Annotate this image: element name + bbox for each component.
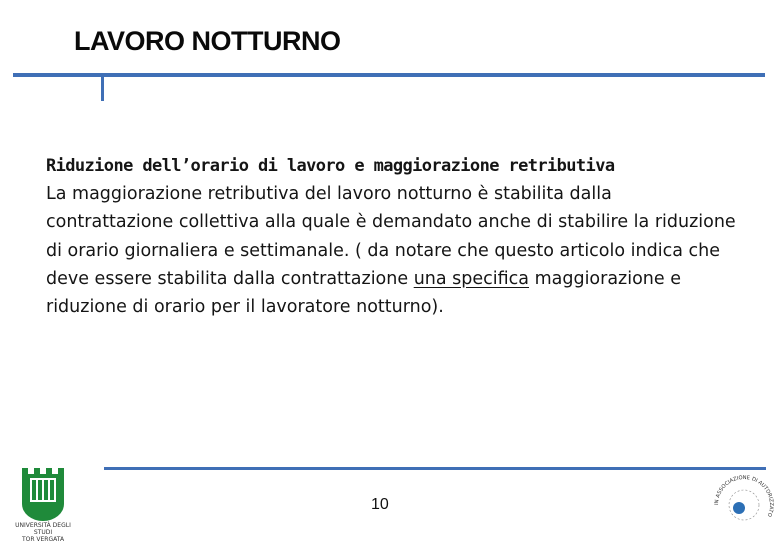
slide-body [46, 152, 736, 321]
university-logo-icon [14, 464, 72, 522]
association-seal-icon [712, 472, 776, 538]
paragraph-text-1: La maggiorazione retributiva del lavoro notturno è stabilita dalla contrattazione collettiva alla quale è demandato anche di stabilire la riduzione di orario giornaliera e settimanale. ( da notare che questo articolo indica che deve essere stabilita dalla contrattazione [46, 184, 736, 289]
wordmark-line-2: TOR VERGATA [21, 536, 65, 543]
university-logo [14, 464, 72, 543]
header-divider [13, 73, 765, 77]
page-title: LAVORO NOTTURNO [74, 26, 341, 56]
wordmark-line-1: UNIVERSITÀ DEGLI STUDI [15, 522, 71, 536]
footer-divider [104, 467, 766, 470]
paragraph-underlined-text: una specifica [413, 268, 530, 289]
page-number: 10 [371, 496, 389, 513]
section-subheading: Riduzione dell’orario di lavoro e maggiorazione retributiva [46, 156, 615, 176]
header-divider-tick [101, 77, 104, 101]
paragraph-text-2: maggiorazione e riduzione di orario per il lavoratore notturno). [46, 268, 681, 318]
association-logo [712, 472, 776, 538]
seal-text: IN ASSOCIAZIONE DI AUTORIZZATO [713, 474, 775, 518]
body-paragraph [46, 180, 736, 321]
